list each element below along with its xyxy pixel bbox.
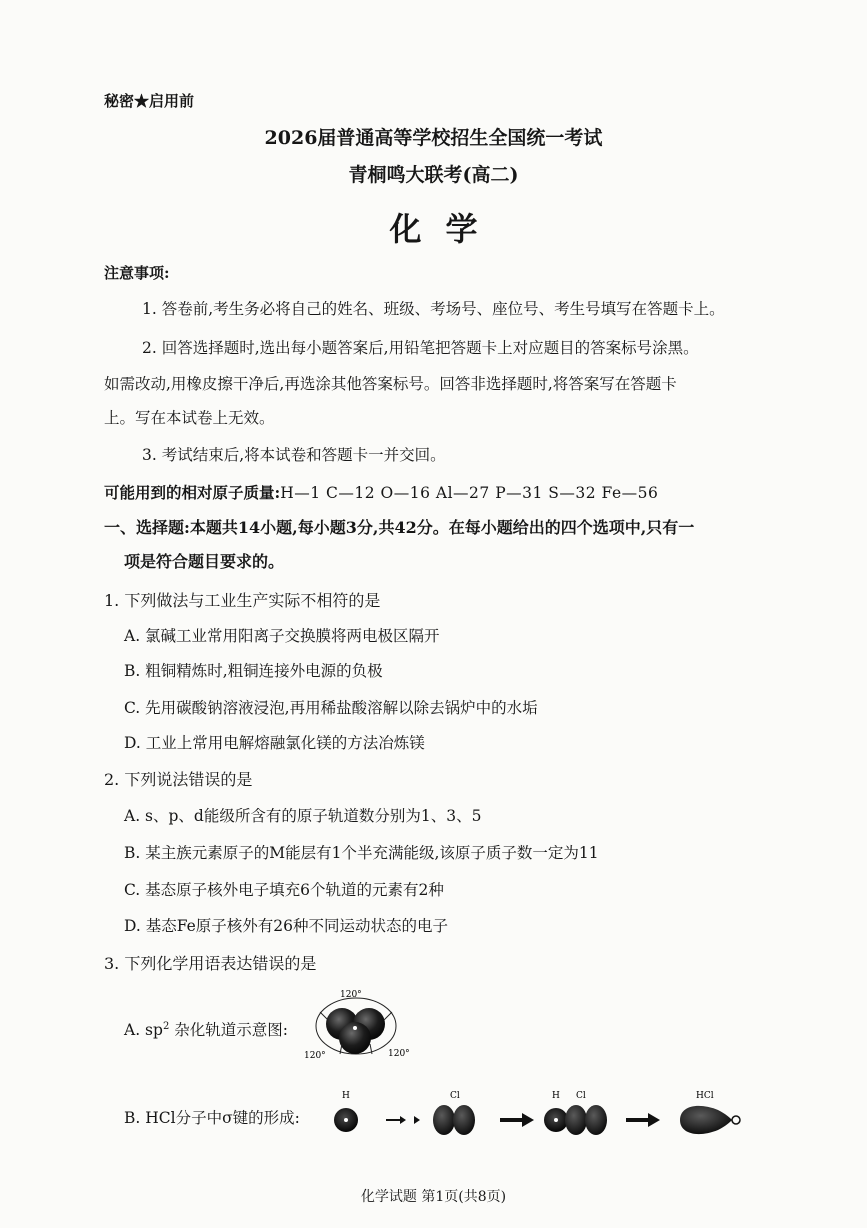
reaction-arrow-2-head: [648, 1113, 660, 1127]
sp2-nucleus: [353, 1026, 357, 1030]
question-1-option-b: B. 粗铜精炼时,粗铜连接外电源的负极: [124, 662, 383, 680]
approach-arrow-1-head: [400, 1116, 406, 1124]
exam-title: 2026届普通高等学校招生全国统一考试: [264, 127, 603, 149]
overlap-h-nucleus: [554, 1118, 558, 1122]
approach-arrow-2-head: [414, 1116, 420, 1124]
label-cl-2: Cl: [576, 1091, 586, 1101]
page-footer: 化学试题 第1页(共8页): [360, 1189, 507, 1205]
notice-item-2-line-2: 如需改动,用橡皮擦干净后,再选涂其他答案标号。回答非选择题时,将答案写在答题卡: [104, 375, 677, 393]
angle-tick-1: [320, 1012, 328, 1020]
question-3-stem: 3. 下列化学用语表达错误的是: [104, 954, 317, 973]
question-2-stem: 2. 下列说法错误的是: [104, 770, 253, 789]
overlap-cl-lobe-left: [565, 1105, 587, 1135]
label-cl: Cl: [450, 1091, 460, 1101]
reaction-arrow-1-head: [522, 1113, 534, 1127]
hcl-small-lobe: [732, 1116, 740, 1124]
question-2-option-b: B. 某主族元素原子的M能层有1个半充满能级,该原子质子数一定为11: [124, 844, 599, 862]
angle-label-top: 120°: [340, 990, 362, 1000]
question-2-option-d: D. 基态Fe原子核外有26种不同运动状态的电子: [124, 917, 449, 935]
label-h: H: [342, 1091, 350, 1101]
label-h-2: H: [552, 1091, 560, 1101]
angle-label-left: 120°: [304, 1051, 326, 1061]
h-nucleus: [344, 1118, 348, 1122]
angle-label-right: 120°: [388, 1049, 410, 1059]
notice-item-2-line-1: 2. 回答选择题时,选出每小题答案后,用铅笔把答题卡上对应题目的答案标号涂黑。: [142, 339, 699, 357]
atomic-masses-label: 可能用到的相对原子质量:: [104, 483, 281, 502]
label-hcl: HCl: [696, 1091, 714, 1101]
notice-item-2-line-3: 上。写在本试卷上无效。: [104, 409, 275, 427]
option-a-sup: 2: [162, 1020, 170, 1032]
confidential-label: 秘密★启用前: [104, 92, 195, 110]
question-2-option-a: A. s、p、d能级所含有的原子轨道数分别为1、3、5: [124, 807, 482, 825]
sp2-orbital-diagram: [296, 986, 426, 1066]
notice-item-3: 3. 考试结束后,将本试卷和答题卡一并交回。: [142, 446, 446, 464]
option-a-suffix: 杂化轨道示意图:: [169, 1021, 288, 1039]
exam-subtitle: 青桐鸣大联考(高二): [348, 164, 519, 186]
question-1-option-c: C. 先用碳酸钠溶液浸泡,再用稀盐酸溶解以除去锅炉中的水垢: [124, 699, 538, 717]
cl-p-lobe-right: [453, 1105, 475, 1135]
hcl-sigma-bond-diagram: [320, 1088, 750, 1148]
question-2-option-c: C. 基态原子核外电子填充6个轨道的元素有2种: [124, 881, 444, 899]
notice-item-1: 1. 答卷前,考生务必将自己的姓名、班级、考场号、座位号、考生号填写在答题卡上。: [142, 300, 725, 318]
atomic-masses-line: [104, 481, 658, 503]
option-a-prefix: A. sp: [124, 1021, 163, 1039]
question-1-stem: 1. 下列做法与工业生产实际不相符的是: [104, 591, 381, 610]
subject-title: 化学: [389, 210, 502, 248]
section-1-heading: 一、选择题:本题共14小题,每小题3分,共42分。在每小题给出的四个选项中,只有一: [104, 518, 695, 537]
question-1-option-a: A. 氯碱工业常用阳离子交换膜将两电极区隔开: [124, 627, 440, 645]
section-1-heading-cont: 项是符合题目要求的。: [124, 552, 285, 571]
notice-heading: 注意事项:: [104, 264, 170, 282]
question-3-option-a-label: [124, 1018, 288, 1040]
overlap-cl-lobe-right: [585, 1105, 607, 1135]
question-3-option-b-label: B. HCl分子中σ键的形成:: [124, 1109, 300, 1127]
cl-p-lobe-left: [433, 1105, 455, 1135]
atomic-masses-values: H—1 C—12 O—16 Al—27 P—31 S—32 Fe—56: [280, 484, 659, 502]
angle-tick-2: [384, 1012, 392, 1020]
question-1-option-d: D. 工业上常用电解熔融氯化镁的方法冶炼镁: [124, 734, 425, 752]
hcl-sigma-orbital: [680, 1106, 732, 1134]
